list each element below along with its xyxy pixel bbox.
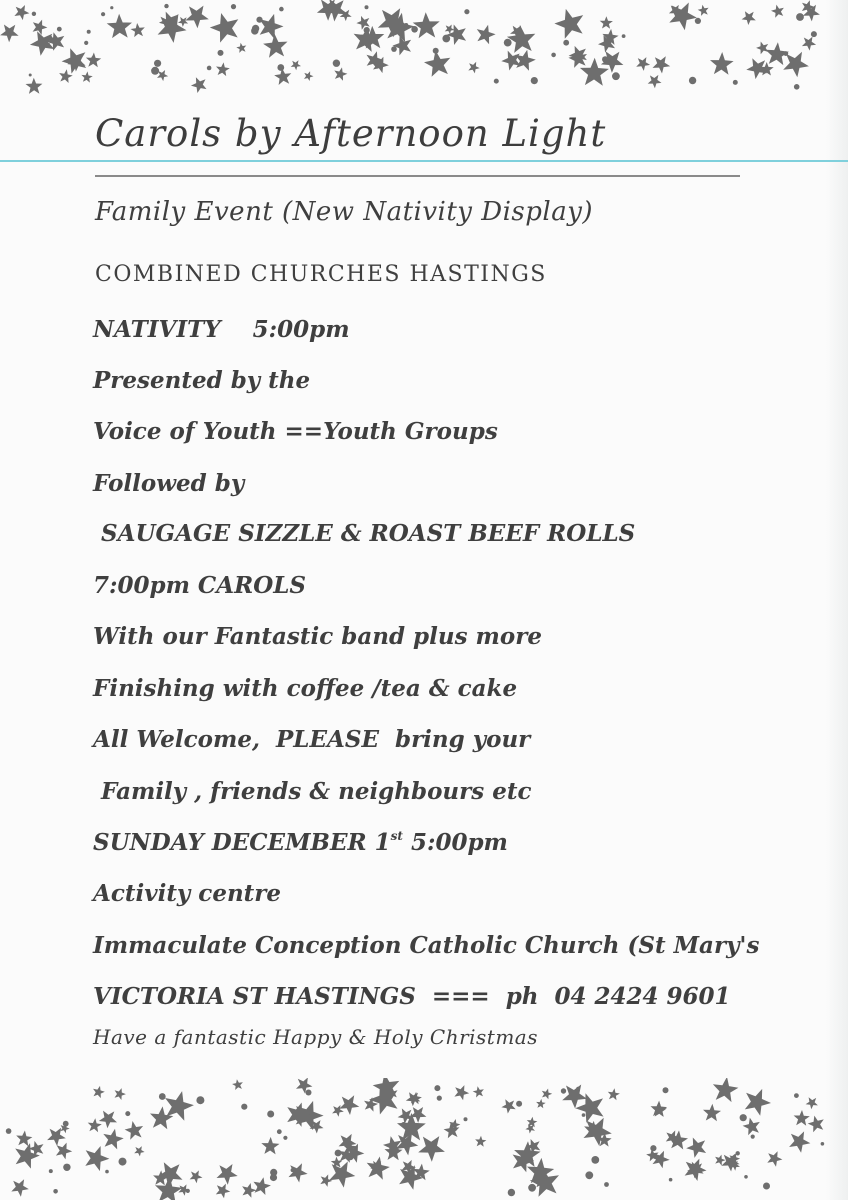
star-icon <box>636 57 650 71</box>
dot-decoration <box>196 1096 204 1104</box>
star-icon <box>766 42 789 65</box>
dot-decoration <box>306 1090 312 1096</box>
star-icon <box>756 42 768 55</box>
star-icon <box>473 1086 484 1097</box>
dot-decoration <box>207 66 212 71</box>
dot-decoration <box>561 1088 566 1093</box>
star-icon <box>289 1163 308 1182</box>
dot-decoration <box>663 1087 669 1093</box>
carols-time-line: 7:00pm CAROLS <box>93 572 307 599</box>
star-icon <box>669 3 697 31</box>
welcome-line: All Welcome, PLEASE bring your <box>93 726 531 753</box>
dot-decoration <box>736 1151 740 1155</box>
dot-decoration <box>57 27 62 32</box>
dot-decoration <box>689 77 696 84</box>
dot-decoration <box>695 18 701 24</box>
star-icon <box>232 1079 243 1090</box>
star-icon <box>99 1111 117 1129</box>
star-icon <box>150 1106 173 1129</box>
star-icon <box>808 1116 824 1133</box>
title-underline <box>95 175 740 177</box>
dot-decoration <box>6 1128 12 1134</box>
dot-decoration <box>110 6 113 9</box>
dot-decoration <box>531 77 538 84</box>
dot-decoration <box>171 1100 174 1103</box>
date-line <box>93 829 508 856</box>
dot-decoration <box>669 1178 673 1182</box>
star-icon <box>56 1143 72 1160</box>
dot-decoration <box>763 1183 770 1190</box>
dot-decoration <box>582 1113 586 1117</box>
star-icon <box>291 60 301 70</box>
star-icon <box>713 1078 739 1102</box>
dot-decoration <box>241 1104 247 1110</box>
dot-decoration <box>101 12 105 16</box>
date-suffix: 5:00pm <box>402 829 508 856</box>
star-icon <box>600 16 613 29</box>
dot-decoration <box>504 39 512 47</box>
presented-by-line: Presented by the <box>93 367 311 394</box>
star-icon <box>217 1164 238 1185</box>
star-icon <box>794 1110 810 1126</box>
closing-greeting: Have a fantastic Happy & Holy Christmas <box>93 1025 538 1049</box>
dot-decoration <box>622 34 626 38</box>
dot-decoration <box>796 13 804 21</box>
star-icon <box>507 25 535 53</box>
star-icon <box>88 1118 102 1132</box>
star-icon <box>562 1085 587 1109</box>
flyer-title: Carols by Afternoon Light <box>95 112 607 155</box>
dot-decoration <box>464 9 469 14</box>
star-icon <box>554 9 583 39</box>
dot-decoration <box>252 25 259 32</box>
address-phone-line: VICTORIA ST HASTINGS === ph 04 2424 9601 <box>93 983 731 1010</box>
star-icon <box>771 5 784 18</box>
dot-decoration <box>87 30 91 34</box>
dot-decoration <box>391 46 397 52</box>
star-icon <box>339 1095 359 1115</box>
star-icon <box>304 71 314 81</box>
followed-by-line: Followed by <box>93 470 245 497</box>
star-icon <box>115 1088 126 1100</box>
dot-decoration <box>53 1189 58 1194</box>
star-icon <box>475 1136 486 1147</box>
star-icon <box>103 1129 123 1150</box>
dot-decoration <box>508 1189 515 1196</box>
dot-decoration <box>32 12 36 16</box>
dot-decoration <box>464 1117 468 1121</box>
dot-decoration <box>347 1153 354 1160</box>
scan-fold-line <box>0 160 848 162</box>
dot-decoration <box>821 1142 825 1146</box>
dot-decoration <box>29 74 32 77</box>
food-line: SAUGAGE SIZZLE & ROAST BEEF ROLLS <box>93 520 636 547</box>
star-icon <box>648 75 662 88</box>
top-star-border <box>0 0 848 95</box>
star-icon <box>216 62 230 76</box>
star-icon <box>745 1089 771 1116</box>
star-icon <box>542 1089 552 1100</box>
event-type-line: Family Event (New Nativity Display) <box>95 197 594 227</box>
star-icon <box>454 1085 469 1100</box>
star-icon <box>501 51 520 71</box>
dot-decoration <box>125 1111 130 1116</box>
star-icon <box>608 1088 620 1100</box>
dot-decoration <box>528 1184 536 1192</box>
star-icon <box>767 1151 782 1167</box>
star-icon <box>62 48 87 73</box>
dot-decoration <box>335 1150 342 1157</box>
bottom-star-border <box>0 1078 848 1200</box>
dot-decoration <box>218 50 224 56</box>
dot-decoration <box>401 1122 406 1127</box>
dot-decoration <box>257 1184 263 1190</box>
star-icon <box>210 13 239 43</box>
organizer-line: COMBINED CHURCHES HASTINGS <box>95 262 547 287</box>
star-icon <box>653 56 671 73</box>
star-icon <box>131 23 145 37</box>
dot-decoration <box>277 64 284 71</box>
dot-decoration <box>612 72 620 80</box>
dot-decoration <box>91 56 95 60</box>
dot-decoration <box>164 4 168 8</box>
date-superscript: st <box>390 829 403 843</box>
dot-decoration <box>751 1135 755 1139</box>
dot-decoration <box>733 80 738 85</box>
band-line: With our Fantastic band plus more <box>93 623 542 650</box>
dot-decoration <box>63 1164 70 1171</box>
star-icon <box>418 1136 445 1162</box>
nativity-time-line: NATIVITY 5:00pm <box>93 316 350 343</box>
star-icon <box>806 1097 818 1109</box>
presenter-line: Voice of Youth ==Youth Groups <box>93 418 498 445</box>
star-icon <box>536 1099 546 1108</box>
dot-decoration <box>270 1169 277 1176</box>
star-icon <box>236 43 246 53</box>
refreshments-line: Finishing with coffee /tea & cake <box>93 675 518 702</box>
dot-decoration <box>434 1085 440 1091</box>
star-icon <box>216 1184 231 1199</box>
church-line: Immaculate Conception Catholic Church (St Mary's <box>93 932 760 959</box>
star-icon <box>86 53 101 68</box>
star-icon <box>783 52 809 78</box>
star-icon <box>710 52 734 75</box>
star-icon <box>178 17 188 27</box>
star-icon <box>14 5 29 20</box>
dot-decoration <box>794 1093 799 1098</box>
star-icon <box>107 14 132 38</box>
dot-decoration <box>159 1093 166 1100</box>
star-icon <box>263 34 287 58</box>
dot-decoration <box>119 1158 127 1166</box>
dot-decoration <box>84 41 88 45</box>
family-line: Family , friends & neighbours etc <box>93 778 532 805</box>
dot-decoration <box>744 1175 748 1179</box>
page-edge-shadow <box>826 0 848 1200</box>
star-icon <box>329 1161 355 1187</box>
dot-decoration <box>277 1129 282 1134</box>
star-icon <box>191 77 207 93</box>
dot-decoration <box>494 79 499 84</box>
star-icon <box>686 1138 706 1158</box>
star-icon <box>477 25 496 45</box>
dot-decoration <box>154 60 161 67</box>
dot-decoration <box>267 1111 274 1118</box>
dot-decoration <box>437 1096 442 1101</box>
star-icon <box>0 25 19 43</box>
dot-decoration <box>650 1145 656 1151</box>
star-icon <box>261 1137 279 1155</box>
date-prefix: SUNDAY DECEMBER 1 <box>93 829 391 856</box>
dot-decoration <box>585 1171 593 1179</box>
dot-decoration <box>591 1156 599 1164</box>
star-icon <box>11 1179 29 1197</box>
star-icon <box>185 6 209 29</box>
dot-decoration <box>151 67 159 75</box>
dot-decoration <box>794 84 800 90</box>
star-icon <box>393 36 412 56</box>
star-icon <box>331 1157 343 1168</box>
star-icon <box>259 14 283 39</box>
star-icon <box>515 50 536 71</box>
star-icon <box>334 67 347 80</box>
star-icon <box>320 1174 332 1187</box>
star-icon <box>802 37 816 51</box>
dot-decoration <box>283 1136 287 1140</box>
dot-decoration <box>333 60 340 67</box>
star-icon <box>242 1183 256 1198</box>
dot-decoration <box>231 4 236 9</box>
star-icon <box>468 62 479 74</box>
star-icon <box>93 1086 105 1098</box>
star-icon <box>424 50 450 76</box>
star-icon <box>584 1118 612 1146</box>
venue-line: Activity centre <box>93 880 282 907</box>
star-icon <box>81 71 92 82</box>
star-icon <box>85 1146 109 1171</box>
dot-decoration <box>604 1182 609 1187</box>
dot-decoration <box>551 53 556 58</box>
dot-decoration <box>186 1189 190 1193</box>
star-icon <box>26 78 43 94</box>
star-icon <box>703 1104 721 1121</box>
dot-decoration <box>563 40 569 46</box>
star-icon <box>134 1146 144 1156</box>
star-icon <box>125 1121 144 1140</box>
star-icon <box>698 5 709 16</box>
dot-decoration <box>811 31 817 37</box>
star-icon <box>287 1103 310 1127</box>
star-icon <box>789 1131 810 1152</box>
dot-decoration <box>49 1169 53 1173</box>
star-icon <box>59 69 73 83</box>
star-icon <box>501 1099 515 1113</box>
dot-decoration <box>279 7 284 12</box>
star-icon <box>274 68 291 85</box>
dot-decoration <box>516 1101 522 1107</box>
star-icon <box>742 11 756 25</box>
dot-decoration <box>105 1170 109 1174</box>
star-icon <box>190 1170 203 1183</box>
dot-decoration <box>365 5 369 9</box>
dot-decoration <box>740 1114 747 1121</box>
star-icon <box>30 31 55 56</box>
dot-decoration <box>364 27 370 33</box>
star-icon <box>33 20 48 35</box>
star-icon <box>413 12 440 38</box>
